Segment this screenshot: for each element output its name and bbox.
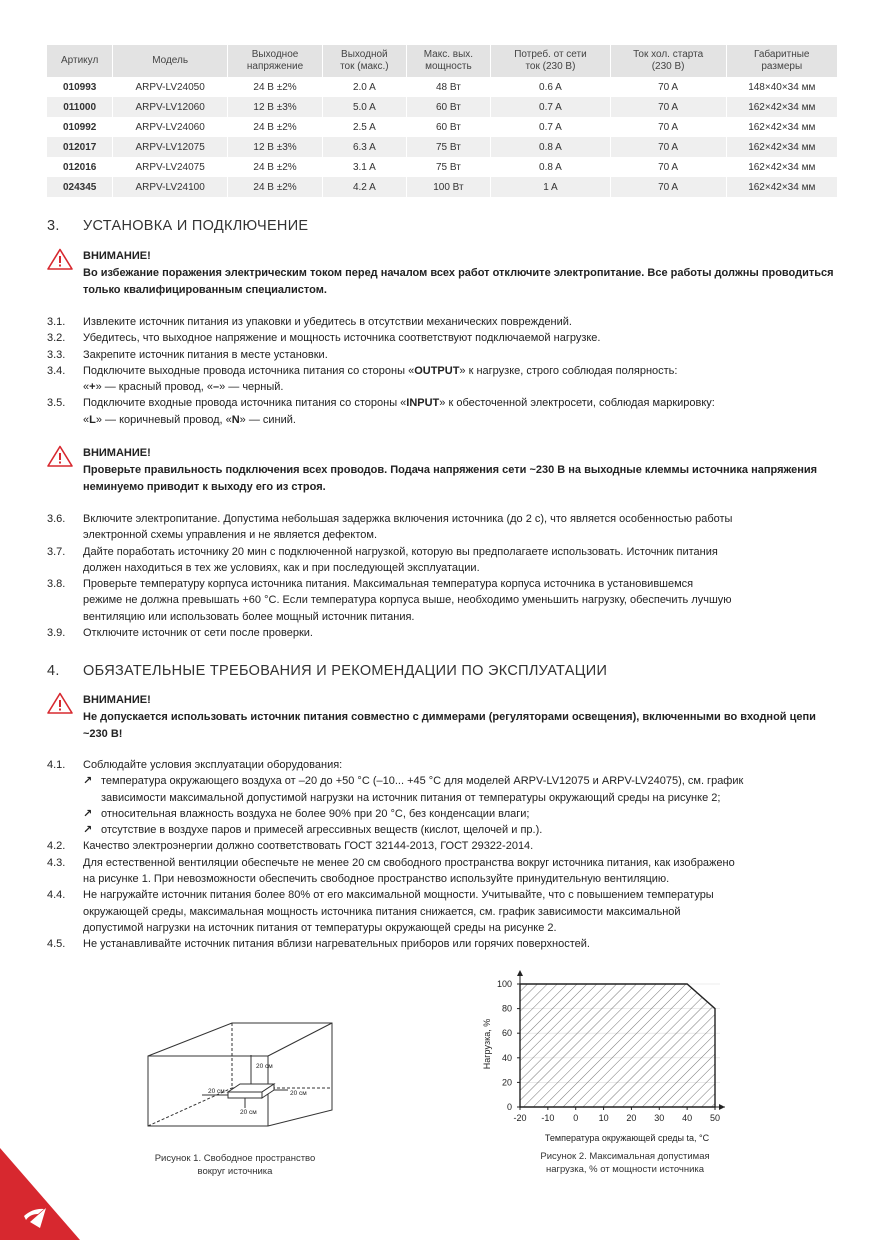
table-cell: 70 A — [610, 77, 726, 97]
table-header-row — [47, 45, 838, 77]
x-tick-label: 30 — [654, 1113, 665, 1123]
warning-block-3 — [47, 692, 847, 740]
y-tick-label: 0 — [506, 1102, 512, 1112]
caption-line: Рисунок 2. Максимальная допустимая — [540, 1151, 710, 1162]
warning-text: Во избежание поражения электрическим током перед началом всех работ отключите электропитание. Все работы должны проводиться только квалифицированным специалистом. — [83, 267, 834, 296]
header-line: Потреб. от сети — [514, 49, 587, 60]
caption-line: Рисунок 1. Свободное пространство — [154, 1153, 316, 1164]
table-cell: 0.8 A — [491, 157, 610, 177]
arrow-bullet-icon: ↗ — [83, 824, 93, 837]
table-cell: 162×42×34 мм — [726, 117, 837, 137]
header-line: (230 В) — [651, 61, 685, 72]
y-tick-label: 40 — [501, 1052, 512, 1063]
section-number: 3. — [47, 218, 60, 234]
warning-block-2 — [47, 445, 847, 493]
table-row — [47, 177, 838, 197]
list-item — [47, 330, 847, 346]
subitem-text: отсутствие в воздухе паров и примесей агрессивных веществ (кислот, щелочей и пр.). — [101, 824, 543, 837]
table-cell: 70 A — [610, 157, 726, 177]
clearance-label-right: 20 см — [290, 1090, 307, 1097]
table-cell: 148×40×34 мм — [726, 77, 837, 97]
item-number: 3.3. — [47, 348, 66, 361]
table-row — [47, 137, 838, 157]
item-text: Для естественной вентиляции обеспечьте не менее 20 см свободного пространства вокруг источника питания, как изображено на рисунке 1. При невозможности обеспечить свободное пространство используйте принудительную вентиляцию. — [83, 856, 735, 886]
item-text: Извлеките источник питания из упаковки и убедитесь в отсутствии механических повреждений. — [83, 316, 572, 328]
x-tick-label: 40 — [682, 1113, 693, 1123]
y-tick-label: 100 — [496, 979, 512, 989]
item-number: 3.5. — [47, 397, 66, 410]
x-tick-label: 20 — [626, 1113, 637, 1123]
table-cell: 75 Вт — [406, 157, 491, 177]
section-4-items — [47, 838, 847, 952]
psu-box-front — [228, 1092, 262, 1098]
table-cell: ARPV-LV12075 — [113, 137, 228, 157]
column-header — [491, 45, 610, 77]
header-line: Ток хол. старта — [633, 49, 704, 60]
item-text: Закрепите источник питания в месте установки. — [83, 348, 328, 361]
sku-cell: 010993 — [47, 77, 113, 97]
item-text: Качество электроэнергии должно соответствовать ГОСТ 32144-2013, ГОСТ 29322-2014. — [83, 840, 534, 853]
chart-area-series — [520, 984, 715, 1107]
header-line: размеры — [761, 61, 803, 72]
condition-subitem — [83, 773, 847, 806]
item-text: Подключите выходные провода источника питания со стороны «OUTPUT» к нагрузке, строго соблюдая полярность: «+» — красный провод, «–» — черный. — [83, 364, 678, 394]
item-text: Не устанавливайте источник питания вблизи нагревательных приборов или горячих поверхностей. — [83, 938, 590, 951]
x-axis-arrow-icon — [719, 1104, 725, 1110]
header-line: ток (230 В) — [525, 61, 576, 72]
table-row — [47, 77, 838, 97]
warning-text: Проверьте правильность подключения всех проводов. Подача напряжения сети ~230 В на выходные клеммы источника напряжения неминуемо приводит к выходу его из строя. — [83, 464, 818, 493]
section-number: 4. — [47, 663, 60, 679]
item-number: 3.7. — [47, 545, 66, 558]
y-tick-label: 60 — [501, 1028, 512, 1039]
caption-line: вокруг источника — [197, 1166, 273, 1177]
table-cell: 70 A — [610, 137, 726, 157]
warning-triangle-icon — [47, 248, 73, 270]
x-tick-label: 10 — [598, 1113, 609, 1123]
condition-subitem — [83, 806, 847, 822]
warning-heading: ВНИМАНИЕ! — [83, 694, 151, 706]
table-cell: 60 Вт — [406, 117, 491, 137]
list-item — [47, 855, 847, 888]
warning-heading: ВНИМАНИЕ! — [83, 250, 151, 262]
condition-sublist — [83, 773, 847, 838]
item-number: 3.8. — [47, 578, 66, 591]
sku-cell: 024345 — [47, 177, 113, 197]
item-text: Проверьте температуру корпуса источника питания. Максимальная температура корпуса источника в установившемся режиме не должна превышать +60 °С. Если температура корпуса выше, необходимо уменьшить нагрузку, обеспечить лучшую вентиляцию или использовать более мощный источник питания. — [83, 578, 732, 623]
item-number: 4.1. — [47, 759, 66, 771]
section-4-list — [47, 757, 847, 953]
header-line: Габаритные — [754, 49, 810, 60]
table-cell: 24 В ±2% — [227, 77, 322, 97]
item-number: 4.2. — [47, 840, 66, 853]
section-4-title — [47, 663, 607, 679]
list-item — [47, 576, 847, 625]
table-row — [47, 97, 838, 117]
sku-cell: 012017 — [47, 137, 113, 157]
load-area — [520, 984, 715, 1107]
item-number: 3.6. — [47, 513, 66, 525]
warning-block-1 — [47, 248, 847, 296]
column-header — [610, 45, 726, 77]
section-3-steps-a — [47, 314, 847, 428]
brand-corner-logo — [0, 1148, 80, 1240]
list-item — [47, 363, 847, 396]
subitem-text: относительная влажность воздуха не более 90% при 20 °С, без конденсации влаги; — [101, 807, 530, 820]
table-cell: 70 A — [610, 97, 726, 117]
figure-2-caption — [510, 1150, 740, 1176]
table-cell: 24 В ±2% — [227, 177, 322, 197]
table-cell: 162×42×34 мм — [726, 177, 837, 197]
x-tick-label: 0 — [573, 1113, 579, 1123]
figure-1-clearance-diagram — [140, 1018, 340, 1128]
section-3-steps-b — [47, 511, 847, 641]
item-number: 3.1. — [47, 316, 66, 328]
table-cell: 2.5 A — [323, 117, 406, 137]
header-line: Выходное — [251, 49, 299, 60]
table-cell: 162×42×34 мм — [726, 137, 837, 157]
table-cell: 0.6 A — [491, 77, 610, 97]
arrow-bullet-icon: ↗ — [83, 807, 93, 820]
warning-triangle-icon — [47, 692, 73, 714]
table-cell: 24 В ±2% — [227, 157, 322, 177]
table-cell: 12 В ±3% — [227, 137, 322, 157]
table-cell: 0.7 A — [491, 117, 610, 137]
y-axis-arrow-icon — [517, 970, 523, 976]
clearance-label-left: 20 см — [208, 1088, 225, 1095]
list-item — [47, 887, 847, 936]
list-item — [47, 347, 847, 363]
header-line: Макс. вых. — [423, 49, 474, 60]
list-item — [47, 757, 847, 838]
x-tick-label: -10 — [541, 1113, 555, 1123]
item-number: 3.9. — [47, 627, 66, 640]
x-tick-label: -20 — [513, 1113, 527, 1123]
table-cell: ARPV-LV24100 — [113, 177, 228, 197]
section-3-title — [47, 218, 308, 234]
section-heading: УСТАНОВКА И ПОДКЛЮЧЕНИЕ — [83, 218, 309, 234]
arrow-bullet-icon: ↗ — [83, 775, 93, 788]
header-line: напряжение — [246, 61, 304, 72]
list-item — [47, 511, 847, 544]
item-text: Включите электропитание. Допустима небольшая задержка включения источника (до 2 с), что является особенностью работы электронной схемы управления и не является дефектом. — [83, 513, 733, 542]
table-cell: ARPV-LV12060 — [113, 97, 228, 117]
table-body — [47, 77, 838, 197]
caption-line: нагрузка, % от мощности источника — [545, 1164, 705, 1175]
column-header — [323, 45, 406, 77]
table-cell: 60 Вт — [406, 97, 491, 117]
table-cell: 6.3 A — [323, 137, 406, 157]
list-item — [47, 544, 847, 577]
header-line: Артикул — [61, 55, 99, 66]
table-cell: 4.2 A — [323, 177, 406, 197]
x-axis-label: Температура окружающей среды ta, °С — [544, 1133, 710, 1143]
item-text: Не нагружайте источник питания более 80% от его максимальной мощности. Учитывайте, что с повышением температуры окружающей среды, максимальная мощность источника питания снижается, см. график зависимости максимальной допустимой нагрузки на источник питания от температуры окружающей среды на рисунке 2. — [83, 889, 714, 934]
table-cell: 0.8 A — [491, 137, 610, 157]
warning-triangle-icon — [47, 445, 73, 467]
table-cell: 48 Вт — [406, 77, 491, 97]
column-header — [227, 45, 322, 77]
y-tick-label: 20 — [501, 1077, 512, 1088]
item-text: Дайте поработать источнику 20 мин с подключенной нагрузкой, которую вы предполагаете использовать. Источник питания должен находиться в тех же условиях, как и при последующей эксплуатации. — [83, 545, 718, 574]
header-line: мощность — [425, 61, 472, 72]
table-cell: 75 Вт — [406, 137, 491, 157]
header-line: Модель — [152, 55, 189, 66]
clearance-label-front: 20 см — [240, 1109, 257, 1116]
item-text: Убедитесь, что выходное напряжение и мощность источника соответствуют подключаемой нагрузке. — [83, 332, 601, 345]
table-cell: 24 В ±2% — [227, 117, 322, 137]
figure-2-load-chart — [470, 962, 740, 1152]
header-line: ток (макс.) — [340, 61, 389, 72]
table-cell: 162×42×34 мм — [726, 97, 837, 117]
clearance-label-top: 20 см — [256, 1063, 273, 1070]
table-cell: 70 A — [610, 117, 726, 137]
list-item — [47, 395, 847, 428]
item-number: 3.2. — [47, 332, 66, 345]
table-row — [47, 117, 838, 137]
table-cell: 3.1 A — [323, 157, 406, 177]
sku-cell: 010992 — [47, 117, 113, 137]
list-item — [47, 625, 847, 641]
item-text: Отключите источник от сети после проверки. — [83, 627, 313, 640]
y-tick-label: 80 — [501, 1003, 512, 1014]
sku-cell: 011000 — [47, 97, 113, 117]
item-number: 4.4. — [47, 889, 66, 902]
item-text: Подключите входные провода источника питания со стороны «INPUT» к обесточенной электросети, соблюдая маркировку: «L» — коричневый провод, «N» — синий. — [83, 397, 715, 426]
table-cell: ARPV-LV24075 — [113, 157, 228, 177]
warning-text: Не допускается использовать источник питания совместно с диммерами (регуляторами освещения), включенными во входной цепи ~230 В! — [83, 711, 816, 740]
table-cell: 2.0 A — [323, 77, 406, 97]
table-cell: 1 A — [491, 177, 610, 197]
table-row — [47, 157, 838, 177]
table-cell: 5.0 A — [323, 97, 406, 117]
list-item — [47, 314, 847, 330]
column-header — [726, 45, 837, 77]
item-number: 4.5. — [47, 938, 66, 951]
y-axis-label: Нагрузка, % — [482, 1018, 492, 1070]
table-cell: ARPV-LV24060 — [113, 117, 228, 137]
figure-1-caption — [130, 1152, 340, 1178]
subitem-text: температура окружающего воздуха от –20 до +50 °С (–10... +45 °С для моделей ARPV-LV12075 и ARPV-LV24075), см. график зависимости максимальной допустимой нагрузки на источник питания от температуры окружающий среды на рисунке 2; — [101, 775, 744, 804]
header-line: Выходной — [341, 49, 388, 60]
table-cell: 100 Вт — [406, 177, 491, 197]
item-text: Соблюдайте условия эксплуатации оборудования: — [83, 759, 343, 771]
spec-table — [47, 45, 838, 197]
warning-heading: ВНИМАНИЕ! — [83, 447, 151, 459]
condition-subitem — [83, 822, 847, 838]
table-cell: 162×42×34 мм — [726, 157, 837, 177]
sku-cell: 012016 — [47, 157, 113, 177]
table-cell: ARPV-LV24050 — [113, 77, 228, 97]
list-item — [47, 936, 847, 952]
column-header — [406, 45, 491, 77]
table-cell: 70 A — [610, 177, 726, 197]
x-tick-label: 50 — [709, 1113, 721, 1123]
table-cell: 12 В ±3% — [227, 97, 322, 117]
table-cell: 0.7 A — [491, 97, 610, 117]
section-heading: ОБЯЗАТЕЛЬНЫЕ ТРЕБОВАНИЯ И РЕКОМЕНДАЦИИ ПО ЭКСПЛУАТАЦИИ — [83, 663, 608, 679]
item-number: 4.3. — [47, 856, 66, 869]
list-item — [47, 838, 847, 854]
item-number: 3.4. — [47, 364, 66, 377]
column-header — [113, 45, 228, 77]
column-header — [47, 45, 113, 77]
